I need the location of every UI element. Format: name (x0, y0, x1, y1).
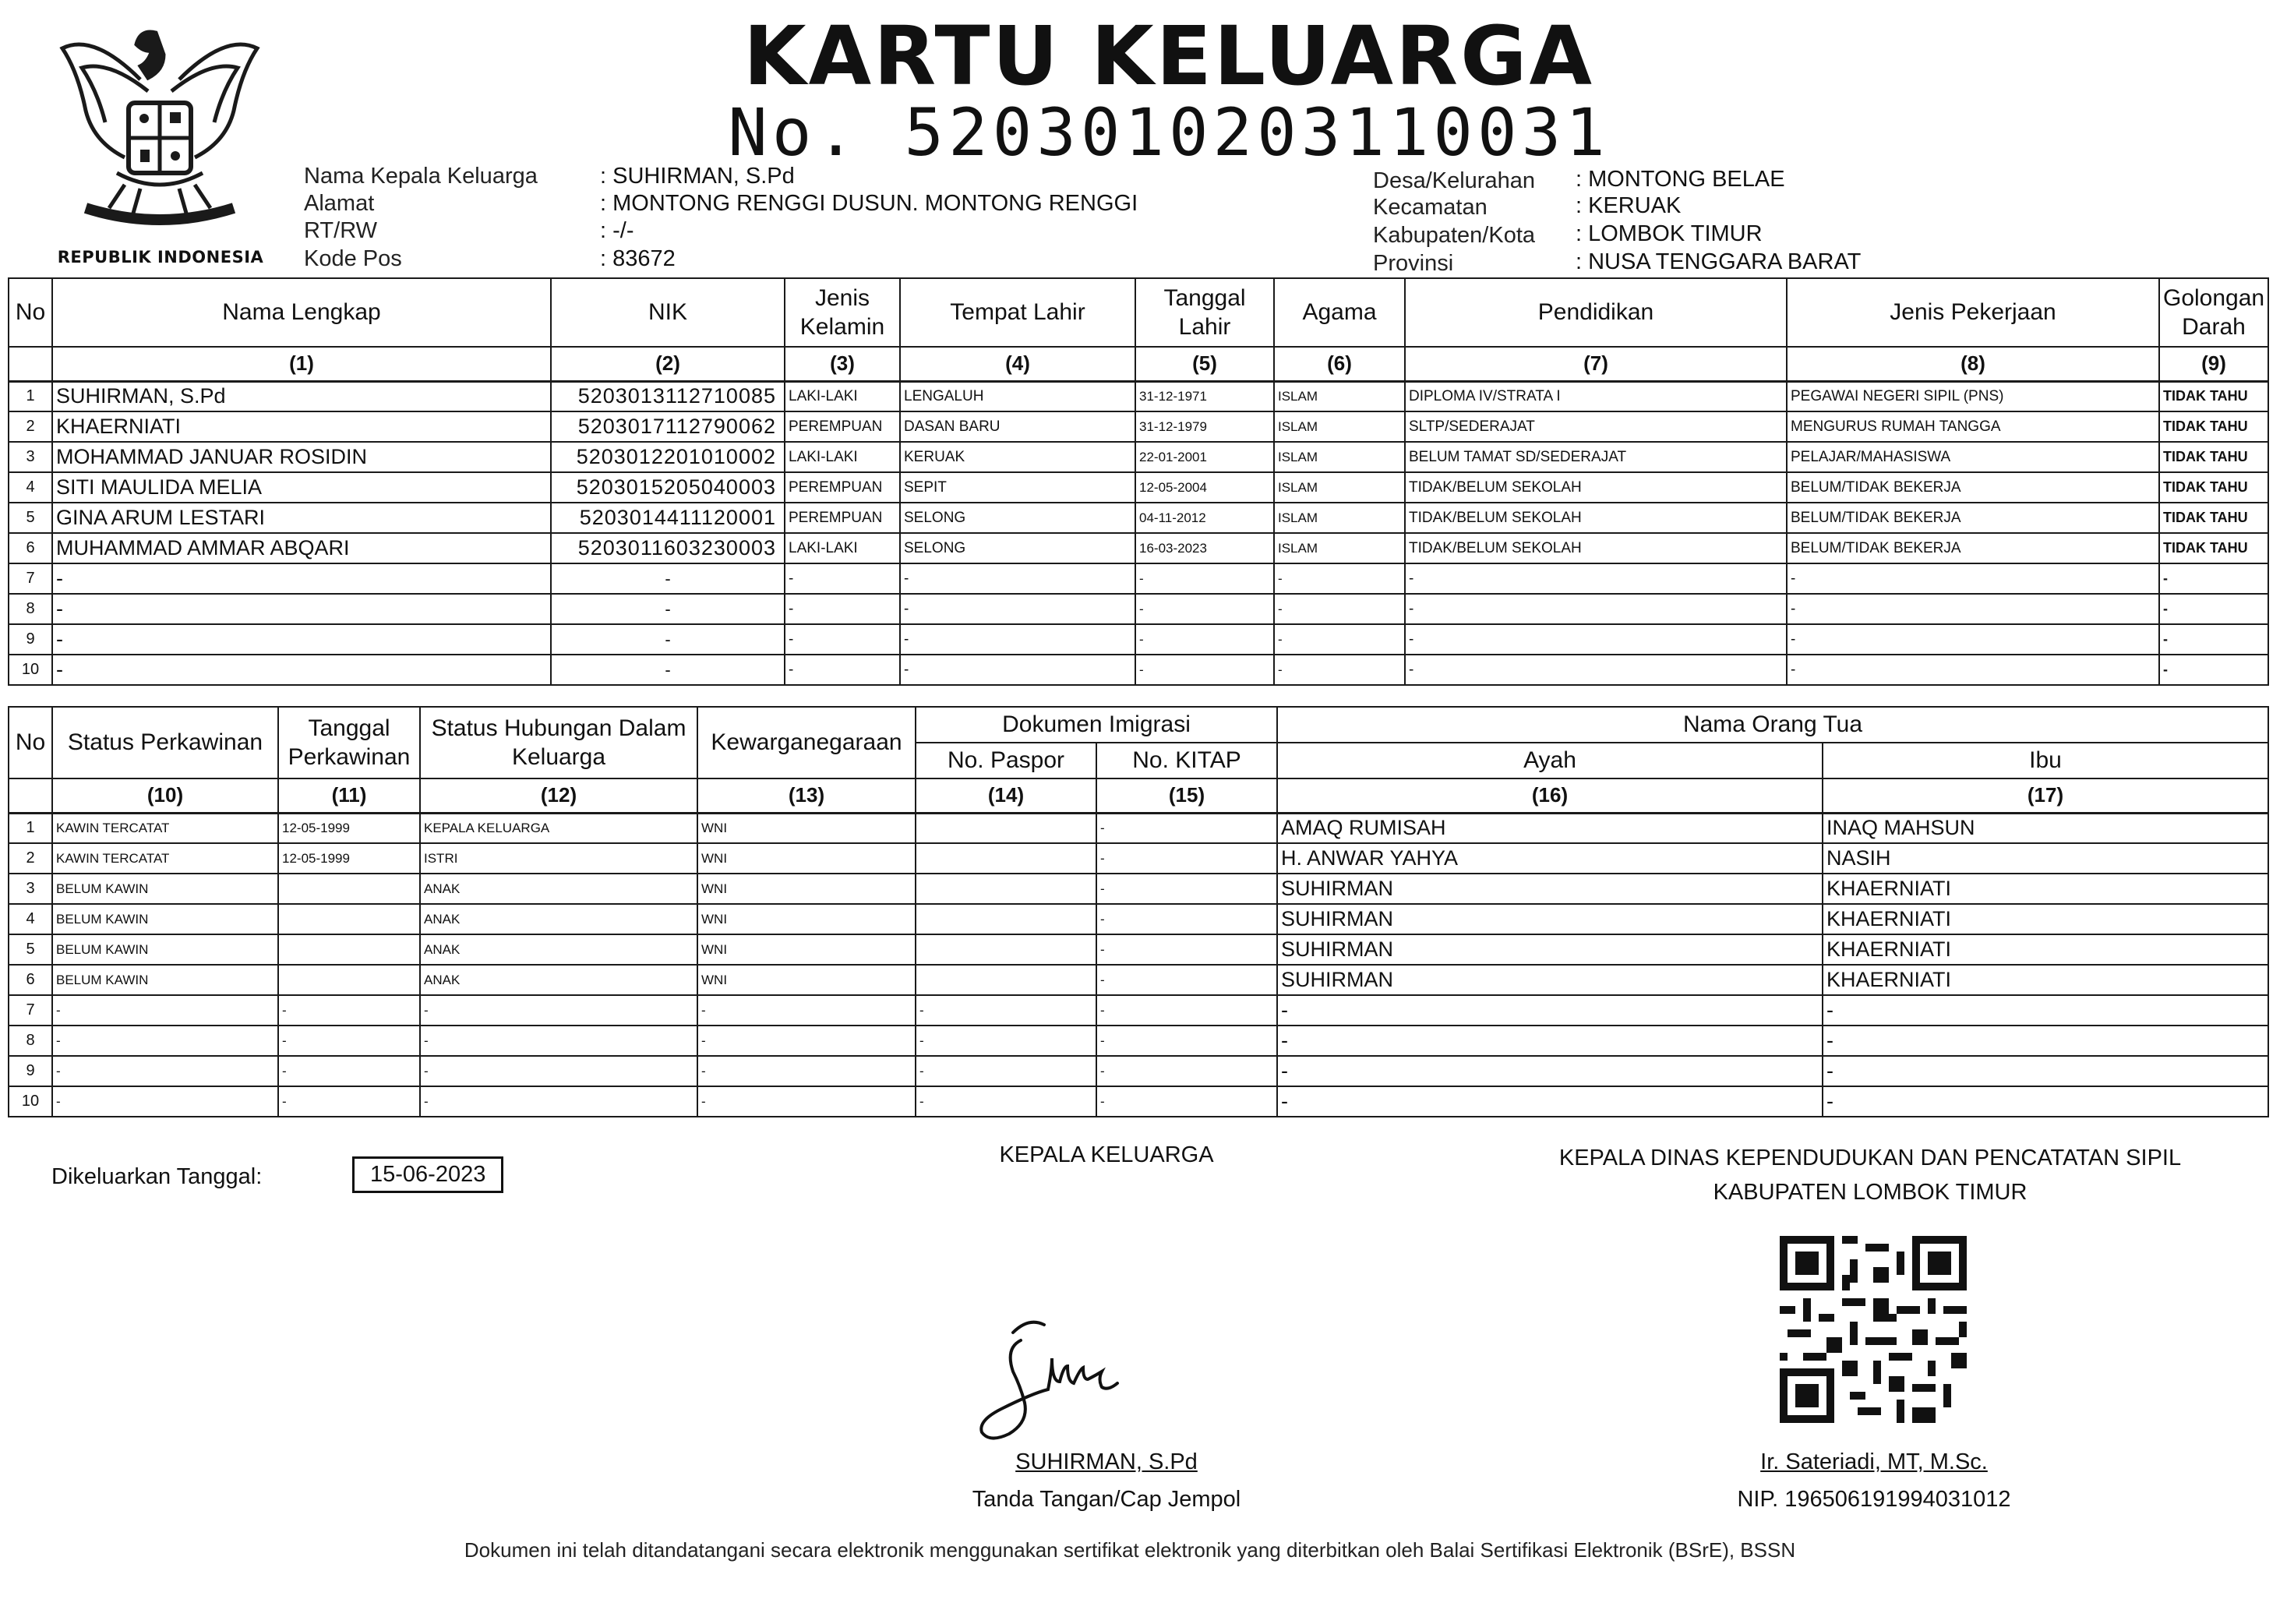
table-row (9, 1086, 2268, 1117)
label-nama-kepala: Nama Kepala Keluarga (304, 164, 538, 189)
nik-cell: - (551, 563, 785, 594)
header-tanggal-lahir: Tanggal Lahir (1135, 278, 1274, 347)
document-title: KARTU KELUARGA (743, 9, 1594, 104)
ibu-cell: - (1823, 1056, 2268, 1086)
header-jenis-kelamin: Jenis Kelamin (785, 278, 900, 347)
signature-icon (966, 1309, 1138, 1457)
golongan-darah-cell: TIDAK TAHU (2159, 503, 2268, 533)
row-no-cell: 1 (9, 381, 52, 411)
tanggal-perkawinan-cell: - (278, 1056, 420, 1086)
nama-lengkap-cell: SUHIRMAN, S.Pd (52, 381, 551, 411)
pendidikan-cell: TIDAK/BELUM SEKOLAH (1405, 472, 1787, 503)
pendidikan-cell: - (1405, 563, 1787, 594)
ayah-cell: - (1277, 1086, 1823, 1117)
tanggal-perkawinan-cell (278, 934, 420, 965)
status-hubungan-cell: ANAK (420, 934, 697, 965)
table-row (9, 904, 2268, 934)
table2-number-row (9, 778, 2268, 813)
header-tanggal-perkawinan: Tanggal Perkawinan (278, 707, 420, 778)
ibu-cell: NASIH (1823, 843, 2268, 874)
label-kode-pos: Kode Pos (304, 246, 402, 271)
header-tempat-lahir: Tempat Lahir (900, 278, 1135, 347)
kewarganegaraan-cell: WNI (697, 965, 916, 995)
family-status-table (8, 706, 2269, 1117)
number-cell-blank (9, 347, 52, 381)
status-perkawinan-cell: BELUM KAWIN (52, 934, 278, 965)
table-row (9, 843, 2268, 874)
ibu-cell: - (1823, 995, 2268, 1026)
tanggal-lahir-cell: - (1135, 624, 1274, 655)
no-kitap-cell: - (1096, 1086, 1277, 1117)
number-cell: (2) (551, 347, 785, 381)
table-row (9, 965, 2268, 995)
row-no-cell: 8 (9, 594, 52, 624)
header-golongan-darah: Golongan Darah (2159, 278, 2268, 347)
table-row (9, 472, 2268, 503)
row-no-cell: 2 (9, 843, 52, 874)
kewarganegaraan-cell: WNI (697, 843, 916, 874)
jenis-kelamin-cell: - (785, 594, 900, 624)
no-paspor-cell (916, 904, 1096, 934)
jenis-pekerjaan-cell: - (1787, 624, 2159, 655)
no-kitap-cell: - (1096, 1056, 1277, 1086)
value-rtrw: : -/- (600, 218, 634, 243)
golongan-darah-cell: - (2159, 563, 2268, 594)
ayah-cell: SUHIRMAN (1277, 965, 1823, 995)
garuda-emblem-icon (31, 17, 288, 243)
agama-cell: ISLAM (1274, 411, 1405, 442)
tempat-lahir-cell: - (900, 655, 1135, 685)
golongan-darah-cell: TIDAK TAHU (2159, 411, 2268, 442)
jenis-pekerjaan-cell: BELUM/TIDAK BEKERJA (1787, 533, 2159, 563)
tanggal-lahir-cell: 31-12-1979 (1135, 411, 1274, 442)
nik-cell: 5203015205040003 (551, 472, 785, 503)
number-cell: (8) (1787, 347, 2159, 381)
row-no-cell: 3 (9, 874, 52, 904)
label-rtrw: RT/RW (304, 218, 377, 243)
ibu-cell: KHAERNIATI (1823, 904, 2268, 934)
table-row (9, 624, 2268, 655)
no-paspor-cell (916, 813, 1096, 843)
pendidikan-cell: TIDAK/BELUM SEKOLAH (1405, 503, 1787, 533)
jenis-kelamin-cell: LAKI-LAKI (785, 442, 900, 472)
tanggal-perkawinan-cell: - (278, 1086, 420, 1117)
number-cell: (13) (697, 778, 916, 813)
head-name: SUHIRMAN, S.Pd (1015, 1449, 1198, 1474)
table-row (9, 563, 2268, 594)
status-hubungan-cell: ANAK (420, 904, 697, 934)
tempat-lahir-cell: LENGALUH (900, 381, 1135, 411)
agama-cell: ISLAM (1274, 533, 1405, 563)
no-paspor-cell (916, 965, 1096, 995)
tanggal-lahir-cell: 04-11-2012 (1135, 503, 1274, 533)
number-cell: (1) (52, 347, 551, 381)
label-kabupaten: Kabupaten/Kota (1373, 223, 1536, 248)
status-hubungan-cell: - (420, 995, 697, 1026)
table1-number-row (9, 347, 2268, 381)
agama-cell: ISLAM (1274, 381, 1405, 411)
ibu-cell: INAQ MAHSUN (1823, 813, 2268, 843)
value-kecamatan: : KERUAK (1576, 193, 1682, 218)
status-perkawinan-cell: - (52, 1056, 278, 1086)
nama-lengkap-cell: - (52, 624, 551, 655)
no-kitap-cell: - (1096, 1026, 1277, 1056)
header-no-kitap: No. KITAP (1096, 743, 1277, 778)
jenis-pekerjaan-cell: MENGURUS RUMAH TANGGA (1787, 411, 2159, 442)
ibu-cell: KHAERNIATI (1823, 965, 2268, 995)
agama-cell: ISLAM (1274, 503, 1405, 533)
row-no-cell: 5 (9, 503, 52, 533)
jenis-pekerjaan-cell: BELUM/TIDAK BEKERJA (1787, 503, 2159, 533)
tanggal-lahir-cell: - (1135, 594, 1274, 624)
nik-cell: - (551, 594, 785, 624)
document-number: No. 5203010203110031 (728, 94, 1610, 171)
no-paspor-cell (916, 843, 1096, 874)
number-cell-blank (9, 778, 52, 813)
no-kitap-cell: - (1096, 813, 1277, 843)
jenis-kelamin-cell: PEREMPUAN (785, 411, 900, 442)
value-kabupaten: : LOMBOK TIMUR (1576, 221, 1763, 246)
header-nama-orang-tua: Nama Orang Tua (1277, 707, 2268, 743)
jenis-kelamin-cell: LAKI-LAKI (785, 533, 900, 563)
nama-lengkap-cell: GINA ARUM LESTARI (52, 503, 551, 533)
ayah-cell: - (1277, 1026, 1823, 1056)
jenis-pekerjaan-cell: - (1787, 594, 2159, 624)
table-row (9, 655, 2268, 685)
status-hubungan-cell: ISTRI (420, 843, 697, 874)
tempat-lahir-cell: - (900, 594, 1135, 624)
kewarganegaraan-cell: WNI (697, 934, 916, 965)
header-status-hubungan: Status Hubungan Dalam Keluarga (420, 707, 697, 778)
jenis-kelamin-cell: PEREMPUAN (785, 503, 900, 533)
number-cell: (6) (1274, 347, 1405, 381)
kewarganegaraan-cell: - (697, 1026, 916, 1056)
nama-lengkap-cell: - (52, 655, 551, 685)
nama-lengkap-cell: - (52, 594, 551, 624)
golongan-darah-cell: - (2159, 655, 2268, 685)
jenis-pekerjaan-cell: BELUM/TIDAK BEKERJA (1787, 472, 2159, 503)
ibu-cell: - (1823, 1086, 2268, 1117)
header-dokumen-imigrasi: Dokumen Imigrasi (916, 707, 1277, 743)
nama-lengkap-cell: KHAERNIATI (52, 411, 551, 442)
number-cell: (14) (916, 778, 1096, 813)
tanggal-perkawinan-cell: 12-05-1999 (278, 843, 420, 874)
table-row (9, 533, 2268, 563)
agama-cell: - (1274, 655, 1405, 685)
header-no: No (9, 707, 52, 778)
jenis-pekerjaan-cell: PELAJAR/MAHASISWA (1787, 442, 2159, 472)
header-ayah: Ayah (1277, 743, 1823, 778)
status-perkawinan-cell: KAWIN TERCATAT (52, 843, 278, 874)
value-desa: : MONTONG BELAE (1576, 167, 1785, 192)
jenis-kelamin-cell: LAKI-LAKI (785, 381, 900, 411)
table2-header-row-1 (9, 707, 2268, 743)
header-jenis-pekerjaan: Jenis Pekerjaan (1787, 278, 2159, 347)
row-no-cell: 8 (9, 1026, 52, 1056)
nama-lengkap-cell: - (52, 563, 551, 594)
kewarganegaraan-cell: WNI (697, 904, 916, 934)
nik-cell: - (551, 655, 785, 685)
label-provinsi: Provinsi (1373, 251, 1454, 276)
row-no-cell: 10 (9, 1086, 52, 1117)
label-kecamatan: Kecamatan (1373, 195, 1488, 220)
tanggal-perkawinan-cell: - (278, 1026, 420, 1056)
number-cell: (15) (1096, 778, 1277, 813)
jenis-kelamin-cell: PEREMPUAN (785, 472, 900, 503)
no-paspor-cell (916, 934, 1096, 965)
tempat-lahir-cell: SELONG (900, 503, 1135, 533)
ayah-cell: AMAQ RUMISAH (1277, 813, 1823, 843)
golongan-darah-cell: - (2159, 594, 2268, 624)
row-no-cell: 5 (9, 934, 52, 965)
pendidikan-cell: TIDAK/BELUM SEKOLAH (1405, 533, 1787, 563)
no-kitap-cell: - (1096, 904, 1277, 934)
tempat-lahir-cell: SELONG (900, 533, 1135, 563)
tanggal-lahir-cell: - (1135, 563, 1274, 594)
header-status-perkawinan: Status Perkawinan (52, 707, 278, 778)
jenis-kelamin-cell: - (785, 655, 900, 685)
number-cell: (9) (2159, 347, 2268, 381)
nik-cell: 5203012201010002 (551, 442, 785, 472)
tempat-lahir-cell: - (900, 624, 1135, 655)
no-kitap-cell: - (1096, 995, 1277, 1026)
no-paspor-cell: - (916, 1056, 1096, 1086)
table-row (9, 1026, 2268, 1056)
table-row (9, 874, 2268, 904)
nik-cell: 5203013112710085 (551, 381, 785, 411)
ayah-cell: SUHIRMAN (1277, 874, 1823, 904)
number-cell: (17) (1823, 778, 2268, 813)
pendidikan-cell: - (1405, 594, 1787, 624)
nik-cell: 5203014411120001 (551, 503, 785, 533)
agama-cell: - (1274, 594, 1405, 624)
no-kitap-cell: - (1096, 934, 1277, 965)
tanggal-lahir-cell: 31-12-1971 (1135, 381, 1274, 411)
tempat-lahir-cell: DASAN BARU (900, 411, 1135, 442)
value-nama-kepala: : SUHIRMAN, S.Pd (600, 164, 795, 189)
value-provinsi: : NUSA TENGGARA BARAT (1576, 249, 1862, 274)
row-no-cell: 1 (9, 813, 52, 843)
ayah-cell: SUHIRMAN (1277, 934, 1823, 965)
agama-cell: ISLAM (1274, 442, 1405, 472)
ibu-cell: - (1823, 1026, 2268, 1056)
label-desa: Desa/Kelurahan (1373, 168, 1535, 193)
golongan-darah-cell: TIDAK TAHU (2159, 381, 2268, 411)
table-row (9, 381, 2268, 411)
number-cell: (5) (1135, 347, 1274, 381)
ayah-cell: - (1277, 1056, 1823, 1086)
label-alamat: Alamat (304, 191, 375, 216)
number-cell: (7) (1405, 347, 1787, 381)
value-alamat: : MONTONG RENGGI DUSUN. MONTONG RENGGI (600, 191, 1138, 216)
emblem-caption: REPUBLIK INDONESIA (57, 248, 264, 267)
pendidikan-cell: SLTP/SEDERAJAT (1405, 411, 1787, 442)
jenis-pekerjaan-cell: - (1787, 655, 2159, 685)
number-cell: (10) (52, 778, 278, 813)
ibu-cell: KHAERNIATI (1823, 874, 2268, 904)
status-perkawinan-cell: - (52, 1026, 278, 1056)
row-no-cell: 2 (9, 411, 52, 442)
nama-lengkap-cell: SITI MAULIDA MELIA (52, 472, 551, 503)
agama-cell: ISLAM (1274, 472, 1405, 503)
header-no: No (9, 278, 52, 347)
row-no-cell: 6 (9, 533, 52, 563)
official-nip: NIP. 196506191994031012 (1737, 1487, 2011, 1512)
official-title-1: KEPALA DINAS KEPENDUDUKAN DAN PENCATATAN SIPIL (1558, 1146, 2182, 1170)
status-perkawinan-cell: BELUM KAWIN (52, 965, 278, 995)
header-agama: Agama (1274, 278, 1405, 347)
ayah-cell: SUHIRMAN (1277, 904, 1823, 934)
nama-lengkap-cell: MOHAMMAD JANUAR ROSIDIN (52, 442, 551, 472)
no-kitap-cell: - (1096, 965, 1277, 995)
header-ibu: Ibu (1823, 743, 2268, 778)
tempat-lahir-cell: - (900, 563, 1135, 594)
status-perkawinan-cell: BELUM KAWIN (52, 874, 278, 904)
no-kitap-cell: - (1096, 874, 1277, 904)
status-perkawinan-cell: - (52, 1086, 278, 1117)
row-no-cell: 7 (9, 995, 52, 1026)
row-no-cell: 9 (9, 1056, 52, 1086)
head-title: KEPALA KELUARGA (999, 1142, 1214, 1167)
kewarganegaraan-cell: - (697, 1056, 916, 1086)
golongan-darah-cell: TIDAK TAHU (2159, 442, 2268, 472)
nik-cell: 5203011603230003 (551, 533, 785, 563)
kewarganegaraan-cell: - (697, 1086, 916, 1117)
no-kitap-cell: - (1096, 843, 1277, 874)
tanggal-perkawinan-cell (278, 874, 420, 904)
issued-label: Dikeluarkan Tanggal: (51, 1164, 263, 1189)
nama-lengkap-cell: MUHAMMAD AMMAR ABQARI (52, 533, 551, 563)
jenis-kelamin-cell: - (785, 563, 900, 594)
row-no-cell: 7 (9, 563, 52, 594)
number-cell: (16) (1277, 778, 1823, 813)
official-name: Ir. Sateriadi, MT, M.Sc. (1760, 1449, 1988, 1474)
ayah-cell: - (1277, 995, 1823, 1026)
value-kode-pos: : 83672 (600, 246, 676, 271)
golongan-darah-cell: TIDAK TAHU (2159, 533, 2268, 563)
pendidikan-cell: - (1405, 624, 1787, 655)
status-hubungan-cell: - (420, 1056, 697, 1086)
kewarganegaraan-cell: - (697, 995, 916, 1026)
table-row (9, 594, 2268, 624)
status-perkawinan-cell: BELUM KAWIN (52, 904, 278, 934)
no-paspor-cell: - (916, 1086, 1096, 1117)
nik-cell: 5203017112790062 (551, 411, 785, 442)
header-nik: NIK (551, 278, 785, 347)
ibu-cell: KHAERNIATI (1823, 934, 2268, 965)
tanggal-lahir-cell: 22-01-2001 (1135, 442, 1274, 472)
table-row (9, 1056, 2268, 1086)
no-paspor-cell (916, 874, 1096, 904)
jenis-pekerjaan-cell: - (1787, 563, 2159, 594)
status-hubungan-cell: ANAK (420, 965, 697, 995)
tanggal-perkawinan-cell: - (278, 995, 420, 1026)
tempat-lahir-cell: SEPIT (900, 472, 1135, 503)
tempat-lahir-cell: KERUAK (900, 442, 1135, 472)
kewarganegaraan-cell: WNI (697, 874, 916, 904)
qr-code-icon (1780, 1236, 1967, 1423)
head-caption: Tanda Tangan/Cap Jempol (972, 1487, 1241, 1512)
row-no-cell: 10 (9, 655, 52, 685)
agama-cell: - (1274, 563, 1405, 594)
agama-cell: - (1274, 624, 1405, 655)
tanggal-perkawinan-cell (278, 965, 420, 995)
table-row (9, 442, 2268, 472)
row-no-cell: 3 (9, 442, 52, 472)
tanggal-lahir-cell: 16-03-2023 (1135, 533, 1274, 563)
number-cell: (12) (420, 778, 697, 813)
table-row (9, 813, 2268, 843)
golongan-darah-cell: TIDAK TAHU (2159, 472, 2268, 503)
status-hubungan-cell: - (420, 1026, 697, 1056)
row-no-cell: 4 (9, 904, 52, 934)
row-no-cell: 9 (9, 624, 52, 655)
jenis-pekerjaan-cell: PEGAWAI NEGERI SIPIL (PNS) (1787, 381, 2159, 411)
table-row (9, 411, 2268, 442)
table-row (9, 503, 2268, 533)
tanggal-lahir-cell: - (1135, 655, 1274, 685)
ayah-cell: H. ANWAR YAHYA (1277, 843, 1823, 874)
header-nama-lengkap: Nama Lengkap (52, 278, 551, 347)
status-hubungan-cell: ANAK (420, 874, 697, 904)
official-title-2: KABUPATEN LOMBOK TIMUR (1713, 1180, 2028, 1205)
status-hubungan-cell: KEPALA KELUARGA (420, 813, 697, 843)
no-paspor-cell: - (916, 995, 1096, 1026)
row-no-cell: 4 (9, 472, 52, 503)
status-perkawinan-cell: - (52, 995, 278, 1026)
jenis-kelamin-cell: - (785, 624, 900, 655)
tanggal-perkawinan-cell (278, 904, 420, 934)
header-no-paspor: No. Paspor (916, 743, 1096, 778)
number-cell: (3) (785, 347, 900, 381)
tanggal-lahir-cell: 12-05-2004 (1135, 472, 1274, 503)
family-members-table (8, 277, 2269, 686)
header-pendidikan: Pendidikan (1405, 278, 1787, 347)
table-row (9, 995, 2268, 1026)
tanggal-perkawinan-cell: 12-05-1999 (278, 813, 420, 843)
number-cell: (4) (900, 347, 1135, 381)
status-perkawinan-cell: KAWIN TERCATAT (52, 813, 278, 843)
table-row (9, 934, 2268, 965)
no-paspor-cell: - (916, 1026, 1096, 1056)
pendidikan-cell: - (1405, 655, 1787, 685)
pendidikan-cell: DIPLOMA IV/STRATA I (1405, 381, 1787, 411)
kewarganegaraan-cell: WNI (697, 813, 916, 843)
pendidikan-cell: BELUM TAMAT SD/SEDERAJAT (1405, 442, 1787, 472)
issued-date: 15-06-2023 (352, 1156, 503, 1193)
row-no-cell: 6 (9, 965, 52, 995)
golongan-darah-cell: - (2159, 624, 2268, 655)
number-cell: (11) (278, 778, 420, 813)
disclaimer: Dokumen ini telah ditandatangani secara elektronik menggunakan sertifikat elektronik yang diterbitkan oleh Balai Sertifikasi Elektronik (BSrE), BSSN (464, 1538, 1796, 1562)
status-hubungan-cell: - (420, 1086, 697, 1117)
header-kewarganegaraan: Kewarganegaraan (697, 707, 916, 778)
nik-cell: - (551, 624, 785, 655)
table1-header-row (9, 278, 2268, 347)
